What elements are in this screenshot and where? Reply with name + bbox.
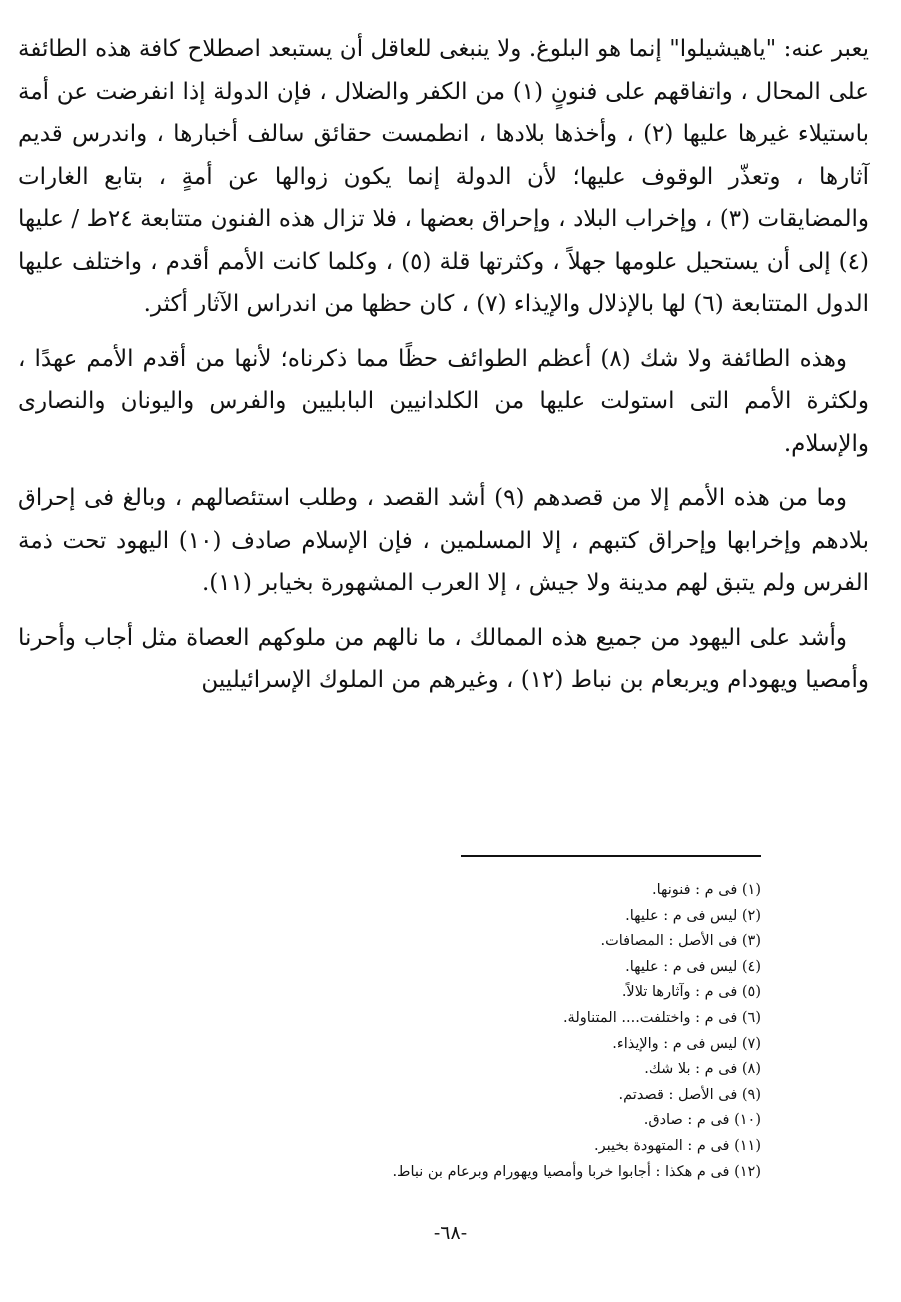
footnote-4: (٤) ليس فى م : عليها. bbox=[625, 958, 761, 975]
footnote-7: (٧) ليس فى م : والإيذاء. bbox=[612, 1035, 761, 1052]
footnote-8: (٨) فى م : بلا شك. bbox=[644, 1061, 761, 1078]
main-text bbox=[18, 28, 869, 702]
footnote-2: (٢) ليس فى م : عليها. bbox=[625, 907, 761, 924]
footnote-10: (١٠) فى م : صادق. bbox=[643, 1112, 761, 1129]
footnote-6: (٦) فى م : واختلفت.... المتناولة. bbox=[562, 1009, 761, 1026]
footnote-9: (٩) فى الأصل : قصدتم. bbox=[618, 1086, 761, 1103]
paragraph-4: وأشد على اليهود من جميع هذه الممالك ، ما نالهم من ملوكهم العصاة مثل أجاب وأحرنا وأمصيا ويهودام ويربعام بن نباط (١٢) ، وغيرهم من الملوك الإسرائيليين bbox=[18, 624, 869, 693]
footnote-11: (١١) فى م : المتهودة بخيبر. bbox=[593, 1137, 761, 1154]
footnote-separator bbox=[461, 855, 761, 857]
footnote-12: (١٢) فى م هكذا : أجابوا خربا وأمصيا ويهورام وبرعام بن نباط. bbox=[392, 1163, 761, 1180]
paragraph-1: يعبر عنه: "ياهيشيلوا" إنما هو البلوغ. ولا ينبغى للعاقل أن يستبعد اصطلاح كافة هذه الطائفة على المحال ، واتفاقهم على فنونٍ (١) من الكفر والضلال ، فإن الدولة إذا انفرضت عن أمة باستيلاء غيرها عليها (٢) ، وأخذها بلادها ، انطمست حقائق سالف أخبارها ، واندرس قديم آثارها ، وتعذّر الوقوف عليها؛ لأن الدولة إنما يكون زوالها عن أمةٍ ، بتابع الغارات والمضايقات (٣) ، وإخراب البلاد ، وإحراق بعضها ، فلا تزال هذه الفنون متتابعة ٢٤ط / عليها (٤) إلى أن يستحيل علومها جهلاً ، وكثرتها قلة (٥) ، وكلما كانت الأمم أقدم ، واختلف عليها الدول المتتابعة (٦) لها بالإذلال والإيذاء (٧) ، كان حظها من اندراس الآثار أكثر. bbox=[18, 36, 869, 317]
footnotes-list bbox=[201, 878, 761, 1185]
footnote-5: (٥) فى م : وآثارها تلالاً. bbox=[621, 984, 761, 1001]
footnote-1: (١) فى م : فنونها. bbox=[652, 882, 761, 898]
footnote-3: (٣) فى الأصل : المصافات. bbox=[600, 933, 761, 950]
page-number: -٦٨- bbox=[433, 1222, 468, 1244]
paragraph-3: وما من هذه الأمم إلا من قصدهم (٩) أشد القصد ، وطلب استئصالهم ، وبالغ فى إحراق بلادهم وإخرابها وإحراق كتبهم ، إلا المسلمين ، فإن الإسلام صادف (١٠) اليهود تحت ذمة الفرس ولم يتبق لهم مدينة ولا جيش ، إلا العرب المشهورة بخيابر (١١). bbox=[18, 485, 869, 596]
paragraph-2: وهذه الطائفة ولا شك (٨) أعظم الطوائف حظًا مما ذكرناه؛ لأنها من أقدم الأمم عهدًا ، ولكثرة الأمم التى استولت عليها من الكلدانيين البابليين والفرس واليونان والنصارى والإسلام. bbox=[18, 345, 869, 457]
